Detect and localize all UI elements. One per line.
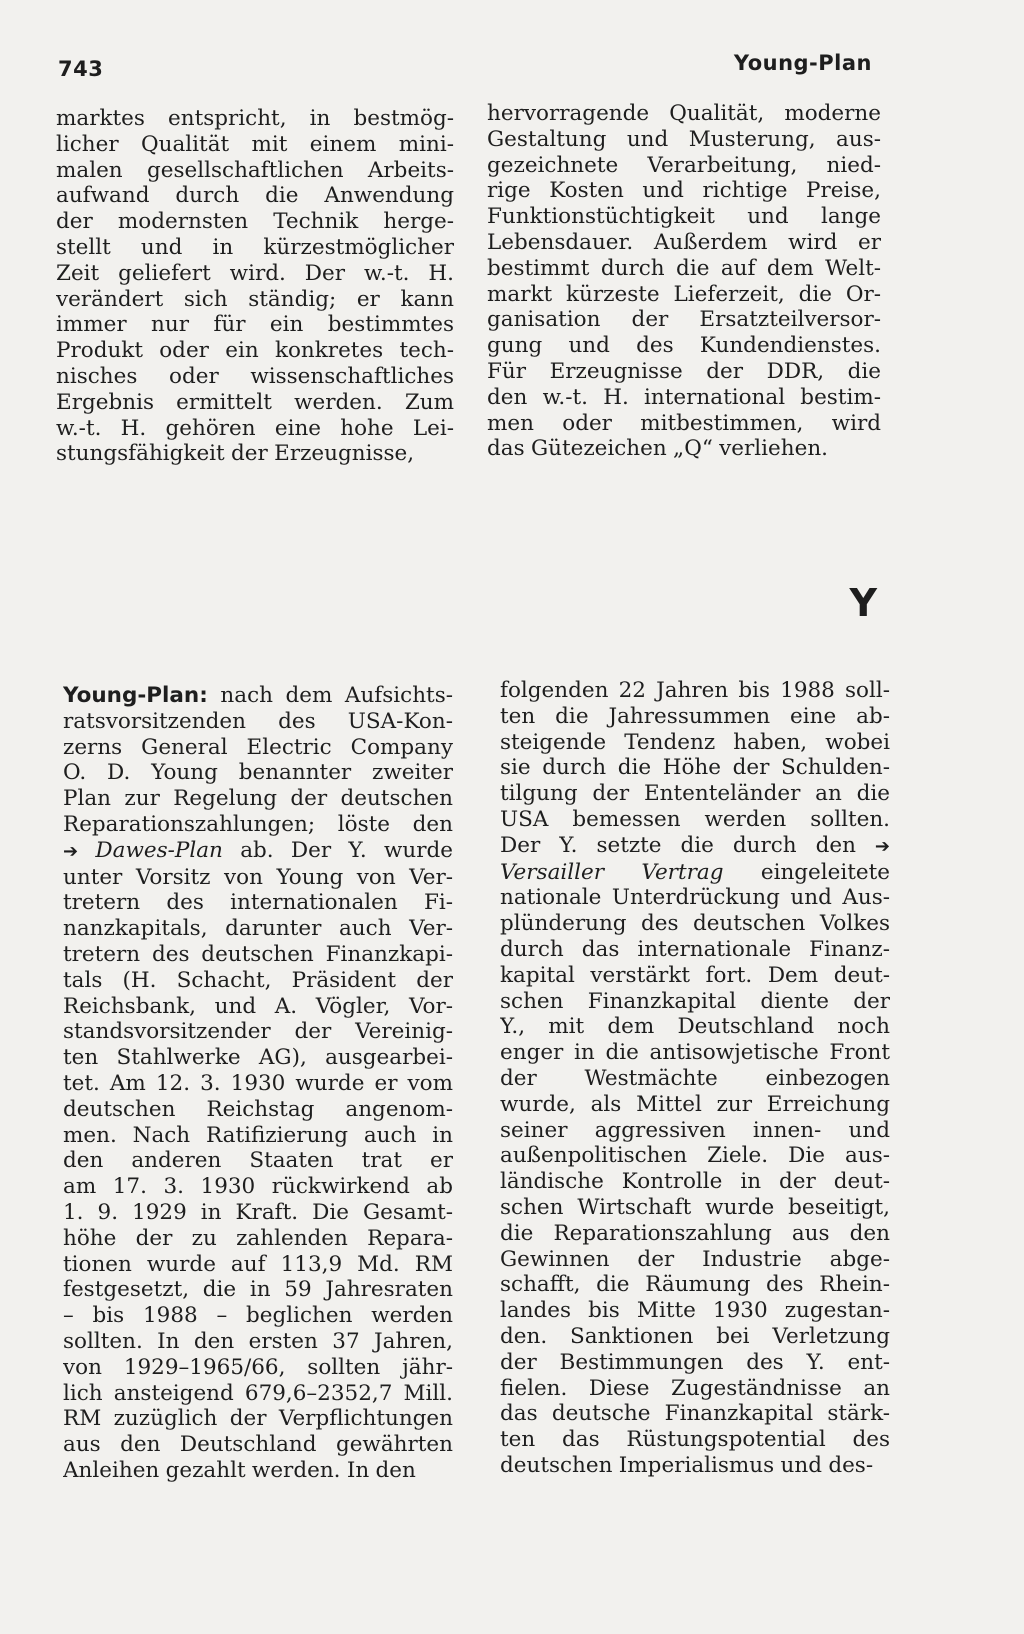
versailler-reference-suffix: eingeleitete [760, 859, 890, 885]
text-line: Anleihen gezahlt werden. In den [63, 1457, 416, 1483]
text-line: Produkt oder ein konkretes tech- [56, 338, 454, 364]
text-line: sollten. In den ersten 37 Jahren, [63, 1328, 453, 1354]
text-line: den w.-t. H. international bestim- [487, 384, 881, 410]
text-line: außenpolitischen Ziele. Die aus- [500, 1143, 890, 1169]
text-line: marktes entspricht, in bestmög- [56, 106, 454, 131]
text-line: tet. Am 12. 3. 1930 wurde er vom [63, 1070, 453, 1096]
text-line: tilgung der Ententeländer an die [500, 781, 890, 807]
text-line: landes bis Mitte 1930 zugestan- [500, 1298, 890, 1324]
text-line: immer nur für ein bestimmtes [56, 312, 454, 338]
text-line: Für Erzeugnisse der DDR, die [487, 358, 881, 384]
text-line: Ergebnis ermittelt werden. Zum [56, 389, 454, 415]
text-line: seiner aggressiven innen- und [500, 1117, 890, 1143]
text-line: schen Finanzkapital diente der [500, 988, 890, 1014]
text-line: den anderen Staaten trat er [63, 1148, 453, 1174]
cross-reference-arrow-icon: ➔ [63, 840, 79, 862]
text-line: aus den Deutschland gewährten [63, 1432, 453, 1458]
text-line: ten Stahlwerke AG), ausgearbei- [63, 1045, 453, 1071]
text-line: unter Vorsitz von Young von Ver- [63, 864, 453, 890]
text-line: Y., mit dem Deutschland noch [500, 1014, 890, 1040]
entry-first-line [63, 683, 453, 709]
text-line: plünderung des deutschen Volkes [500, 911, 890, 937]
text-line: wurde, als Mittel zur Erreichung [500, 1091, 890, 1117]
versailler-reference-line [500, 860, 890, 886]
bottom-left-lines-b [63, 865, 453, 1484]
text-line: tretern des deutschen Finanzkapi- [63, 941, 453, 967]
text-line: stungsfähigkeit der Erzeugnisse, [56, 441, 415, 467]
entry-first-line-text: nach dem Aufsichts- [220, 683, 453, 708]
text-line: ten die Jahressummen eine ab- [500, 703, 890, 729]
text-line: stellt und in kürzestmöglicher [56, 234, 454, 260]
text-line: – bis 1988 – beglichen werden [63, 1303, 453, 1329]
text-line: sie durch die Höhe der Schulden- [500, 755, 890, 781]
running-head: Young-Plan [733, 51, 872, 75]
text-line: zerns General Electric Company [63, 734, 453, 760]
text-line: deutschen Reichstag angenom- [63, 1096, 453, 1122]
text-line: nisches oder wissenschaftliches [56, 363, 454, 389]
text-line: malen gesellschaftlichen Arbeits- [56, 157, 454, 183]
text-line: RM zuzüglich der Verpflichtungen [63, 1406, 453, 1432]
text-line: den. Sanktionen bei Verletzung [500, 1323, 890, 1349]
text-line: festgesetzt, die in 59 Jahresraten [63, 1277, 453, 1303]
text-line: der modernsten Technik herge- [56, 209, 454, 235]
dawes-reference-suffix: ab. Der Y. wurde [240, 837, 453, 863]
text-line: men oder mitbestimmen, wird [487, 410, 881, 436]
text-line: markt kürzeste Lieferzeit, die Or- [487, 281, 881, 307]
text-line: tals (H. Schacht, Präsident der [63, 967, 453, 993]
text-line: licher Qualität mit einem mini- [56, 131, 454, 157]
text-line: tretern des internationalen Fi- [63, 890, 453, 916]
text-line: O. D. Young benannter zweiter [63, 760, 453, 786]
top-left-column [56, 106, 454, 467]
text-line: men. Nach Ratifizierung auch in [63, 1122, 453, 1148]
text-line: nationale Unterdrückung und Aus- [500, 885, 890, 911]
text-line: Lebensdauer. Außerdem wird er [487, 229, 881, 255]
section-letter: Y [849, 581, 877, 625]
bottom-right-lines-b [500, 885, 890, 1478]
text-line: gung und des Kundendienstes. [487, 333, 881, 359]
versailler-vertrag-link[interactable]: Versailler Vertrag [500, 859, 724, 885]
text-line: folgenden 22 Jahren bis 1988 soll- [500, 678, 890, 703]
top-right-column [487, 101, 881, 462]
text-line: schen Wirtschaft wurde beseitigt, [500, 1194, 890, 1220]
text-line: Gestaltung und Musterung, aus- [487, 126, 881, 152]
versailler-line-prefix: Der Y. setzte die durch den [500, 832, 856, 858]
text-line: Reichsbank, und A. Vögler, Vor- [63, 993, 453, 1019]
cross-reference-arrow-icon: ➔ [874, 835, 890, 857]
text-line: ten das Rüstungspotential des [500, 1427, 890, 1453]
versailler-arrow-line [500, 833, 890, 860]
text-line: das deutsche Finanzkapital stärk- [500, 1401, 890, 1427]
text-line: das Gütezeichen „Q“ verliehen. [487, 436, 829, 462]
text-line: verändert sich ständig; er kann [56, 286, 454, 312]
text-line: deutschen Imperialismus und des- [500, 1452, 874, 1478]
entry-headword: Young-Plan: [63, 683, 208, 708]
text-line: ländische Kontrolle in der deut- [500, 1169, 890, 1195]
entry-young-plan-left-column [63, 683, 453, 1484]
text-line: der Bestimmungen des Y. ent- [500, 1349, 890, 1375]
text-line: 1. 9. 1929 in Kraft. Die Gesamt- [63, 1199, 453, 1225]
text-line: hervorragende Qualität, moderne [487, 101, 881, 126]
text-line: Reparationszahlungen; löste den [63, 811, 453, 837]
text-line: Gewinnen der Industrie abge- [500, 1246, 890, 1272]
text-line: Plan zur Regelung der deutschen [63, 786, 453, 812]
text-line: der Westmächte einbezogen [500, 1065, 890, 1091]
text-line: kapital verstärkt fort. Dem deut- [500, 962, 890, 988]
dawes-reference-line [63, 838, 453, 865]
entry-young-plan-right-column [500, 678, 890, 1479]
text-line: nanzkapitals, darunter auch Ver- [63, 916, 453, 942]
text-line: am 17. 3. 1930 rückwirkend ab [63, 1174, 453, 1200]
text-line: lich ansteigend 679,6–2352,7 Mill. [63, 1380, 453, 1406]
bottom-left-lines-a [63, 709, 453, 838]
text-line: Funktionstüchtigkeit und lange [487, 204, 881, 230]
text-line: w.-t. H. gehören eine hohe Lei- [56, 415, 454, 441]
text-line: enger in die antisowjetische Front [500, 1040, 890, 1066]
text-line: von 1929–1965/66, sollten jähr- [63, 1354, 453, 1380]
text-line: USA bemessen werden sollten. [500, 806, 890, 832]
dawes-plan-link[interactable]: Dawes-Plan [95, 837, 223, 863]
text-line: höhe der zu zahlenden Repara- [63, 1225, 453, 1251]
bottom-right-lines-a [500, 678, 890, 833]
text-line: tionen wurde auf 113,9 Md. RM [63, 1251, 453, 1277]
text-line: bestimmt durch die auf dem Welt- [487, 255, 881, 281]
text-line: standsvorsitzender der Vereinig- [63, 1019, 453, 1045]
text-line: schafft, die Räumung des Rhein- [500, 1272, 890, 1298]
text-line: aufwand durch die Anwendung [56, 183, 454, 209]
text-line: durch das internationale Finanz- [500, 936, 890, 962]
text-line: ganisation der Ersatzteilversor- [487, 307, 881, 333]
text-line: fielen. Diese Zugeständnisse an [500, 1375, 890, 1401]
text-line: steigende Tendenz haben, wobei [500, 729, 890, 755]
text-line: Zeit geliefert wird. Der w.-t. H. [56, 260, 454, 286]
text-line: rige Kosten und richtige Preise, [487, 178, 881, 204]
text-line: gezeichnete Verarbeitung, nied- [487, 152, 881, 178]
page-number: 743 [58, 57, 104, 81]
text-line: die Reparationszahlung aus den [500, 1220, 890, 1246]
text-line: ratsvorsitzenden des USA-Kon- [63, 708, 453, 734]
